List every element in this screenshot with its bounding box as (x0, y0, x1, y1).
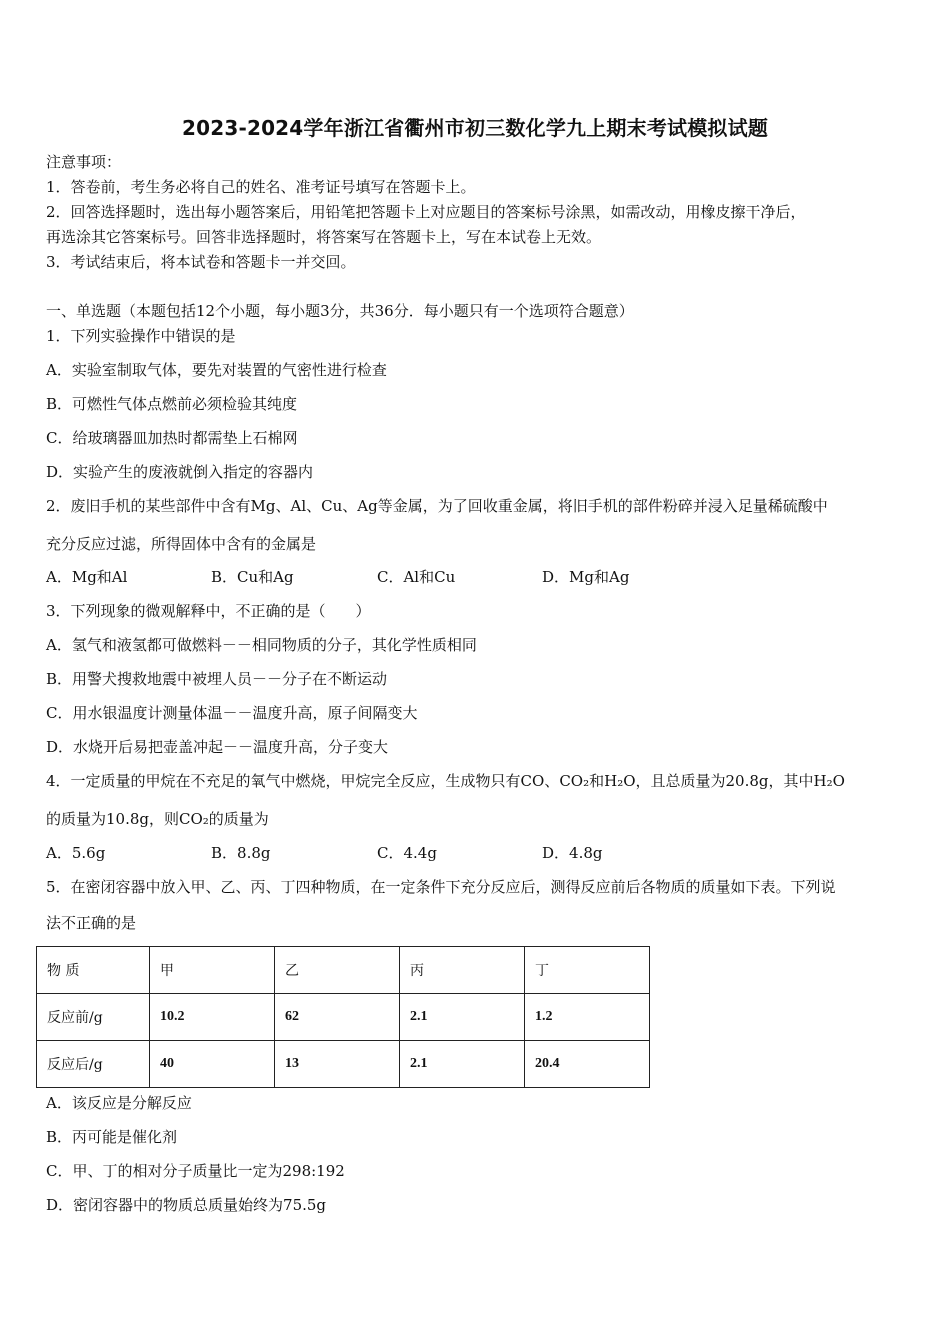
notice-item: 2．回答选择题时，选出每小题答案后，用铅笔把答题卡上对应题目的答案标号涂黑，如需改动，用橡皮擦干净后， (46, 203, 806, 221)
q4-option-a: A．5.6g (46, 844, 106, 862)
table-cell: 甲 (150, 947, 275, 994)
q2-option-a: A．Mg和Al (46, 568, 128, 586)
table-cell: 2.1 (400, 994, 525, 1041)
q2-option-c: C．Al和Cu (377, 568, 456, 586)
notice-item: 再选涂其它答案标号。回答非选择题时，将答案写在答题卡上，写在本试卷上无效。 (46, 228, 602, 246)
table-row (37, 994, 650, 1041)
exam-title: 2023-2024学年浙江省衢州市初三数化学九上期末考试模拟试题 (181, 116, 769, 140)
q1-option-b: B．可燃性气体点燃前必须检验其纯度 (46, 395, 298, 413)
q4-stem-line1: 4．一定质量的甲烷在不充足的氧气中燃烧，甲烷完全反应，生成物只有CO、CO₂和H₂O，且总质量为20.8g，其中H₂O (46, 772, 845, 790)
table-cell: 丁 (525, 947, 650, 994)
table-cell: 乙 (275, 947, 400, 994)
q4-stem-line2: 的质量为10.8g，则CO₂的质量为 (46, 810, 269, 828)
q2-option-d: D．Mg和Ag (542, 568, 630, 586)
q5-stem-line2: 法不正确的是 (46, 914, 137, 932)
table-cell: 物 质 (37, 947, 150, 994)
table-cell: 1.2 (525, 994, 650, 1041)
q1-option-c: C．给玻璃器皿加热时都需垫上石棉网 (46, 429, 298, 447)
table-cell: 反应后/g (37, 1041, 150, 1088)
q5-stem-line1: 5．在密闭容器中放入甲、乙、丙、丁四种物质，在一定条件下充分反应后，测得反应前后各物质的质量如下表。下列说 (46, 878, 836, 896)
table-cell: 40 (150, 1041, 275, 1088)
section-heading: 一、单选题（本题包括12个小题，每小题3分，共36分．每小题只有一个选项符合题意） (46, 302, 634, 320)
q3-option-c: C．用水银温度计测量体温－－温度升高，原子间隔变大 (46, 704, 418, 722)
table-cell: 10.2 (150, 994, 275, 1041)
q2-option-b: B．Cu和Ag (211, 568, 294, 586)
notice-heading: 注意事项： (46, 153, 122, 171)
q4-option-d: D．4.8g (542, 844, 603, 862)
table-cell: 2.1 (400, 1041, 525, 1088)
q3-option-b: B．用警犬搜救地震中被埋人员－－分子在不断运动 (46, 670, 388, 688)
q2-stem-line1: 2．废旧手机的某些部件中含有Mg、Al、Cu、Ag等金属，为了回收重金属，将旧手机的部件粉碎并浸入足量稀硫酸中 (46, 497, 828, 515)
q3-option-d: D．水烧开后易把壶盖冲起－－温度升高，分子变大 (46, 738, 389, 756)
q5-option-b: B．丙可能是催化剂 (46, 1128, 178, 1146)
notice-item: 1．答卷前，考生务必将自己的姓名、准考证号填写在答题卡上。 (46, 178, 476, 196)
table-cell: 13 (275, 1041, 400, 1088)
q4-option-b: B．8.8g (211, 844, 271, 862)
q5-option-a: A．该反应是分解反应 (46, 1094, 192, 1112)
notice-item: 3．考试结束后，将本试卷和答题卡一并交回。 (46, 253, 356, 271)
table-cell: 丙 (400, 947, 525, 994)
table-header-row (37, 947, 650, 994)
mass-table (36, 946, 650, 1088)
q3-stem: 3．下列现象的微观解释中，不正确的是（ ） (46, 602, 371, 620)
q3-option-a: A．氢气和液氢都可做燃料－－相同物质的分子，其化学性质相同 (46, 636, 477, 654)
table-cell: 62 (275, 994, 400, 1041)
table-cell: 20.4 (525, 1041, 650, 1088)
q4-option-c: C．4.4g (377, 844, 437, 862)
q1-option-a: A．实验室制取气体，要先对装置的气密性进行检查 (46, 361, 387, 379)
q1-option-d: D．实验产生的废液就倒入指定的容器内 (46, 463, 314, 481)
table-cell: 反应前/g (37, 994, 150, 1041)
q5-option-d: D．密闭容器中的物质总质量始终为75.5g (46, 1196, 327, 1214)
table-row (37, 1041, 650, 1088)
q2-stem-line2: 充分反应过滤，所得固体中含有的金属是 (46, 535, 317, 553)
q1-stem: 1．下列实验操作中错误的是 (46, 327, 236, 345)
q5-option-c: C．甲、丁的相对分子质量比一定为298:192 (46, 1162, 345, 1180)
